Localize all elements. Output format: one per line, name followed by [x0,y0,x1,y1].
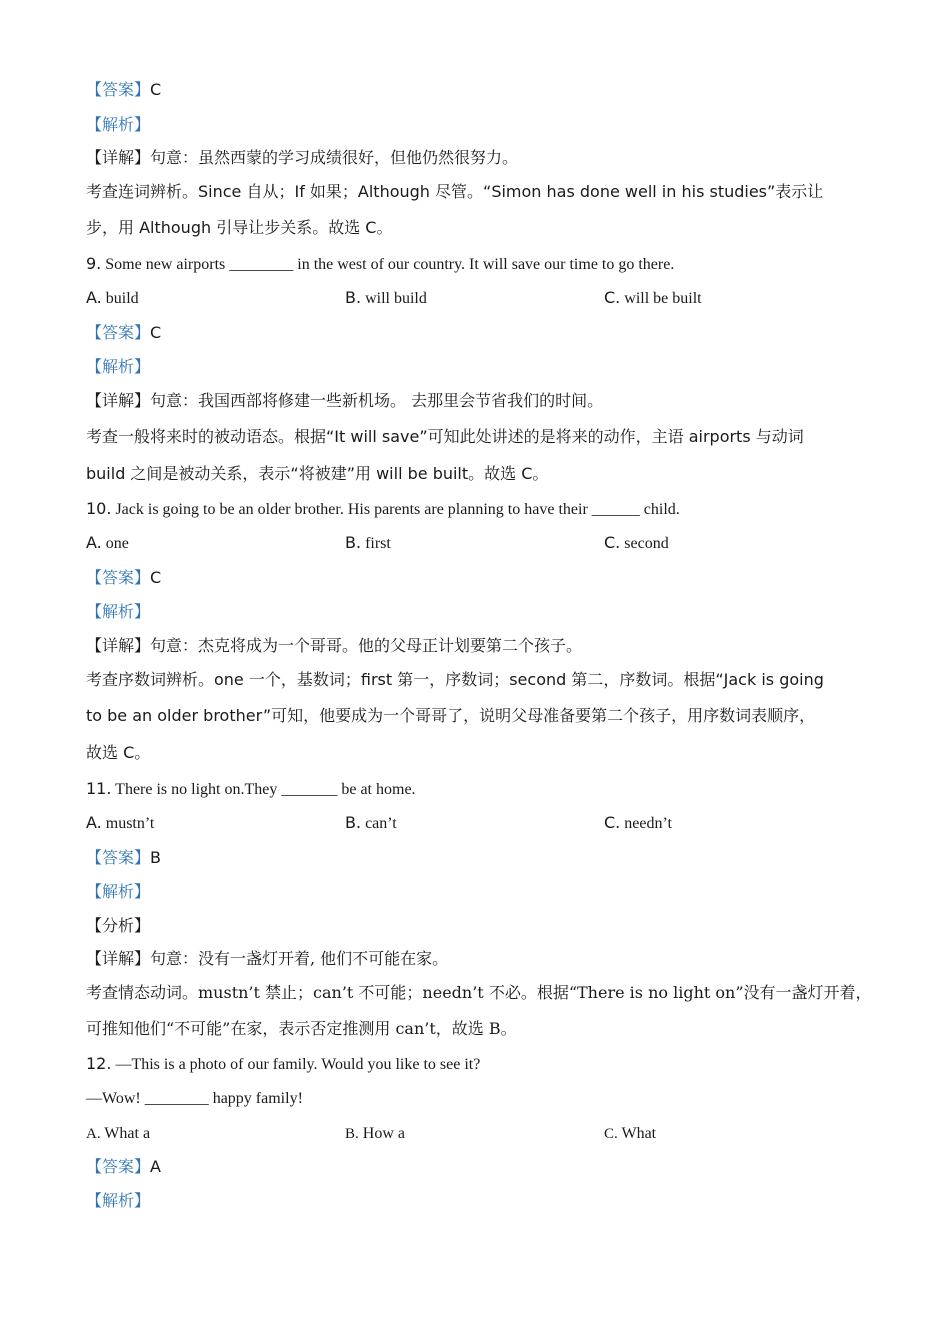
option-a: A. What a [86,1125,151,1142]
explanation-line: 考查序数词辨析。one 一个，基数词；first 第一，序数词；second 第二，序数词。根据“Jack is going [86,670,824,689]
option-c: C. second [604,533,669,552]
option-b: B. first [345,533,391,552]
option-b: B. How a [345,1125,405,1142]
explanation-line: 考查连词辨析。Since 自从；If 如果；Although 尽管。“Simon has done well in his studies”表示让 [86,182,824,201]
option-a: A. mustn’t [86,813,155,832]
question-number: 11. [86,779,112,798]
question-text: There is no light on.They _______ be at home. [111,781,416,798]
answer-value: C [150,568,162,587]
explanation-line: 故选 C。 [86,743,151,762]
question-text-line-2: —Wow! ________ happy family! [86,1090,303,1107]
question-number: 10. [86,499,112,518]
question-number: 12. [86,1054,112,1073]
answer-tag: 【答案】 [86,568,151,587]
fenxi-tag: 【分析】 [86,916,151,935]
option-c: C. What [604,1125,657,1142]
answer-line [86,1157,866,1177]
question-text: Some new airports ________ in the west of our country. It will save our time to go there. [101,256,675,273]
question-stem [86,779,866,800]
detail-line: 【详解】句意：我国西部将修建一些新机场。 去那里会节省我们的时间。 [86,391,604,410]
detail-line: 【详解】句意：没有一盏灯开着, 他们不可能在家。 [86,949,449,968]
answer-tag: 【答案】 [86,323,151,342]
analysis-tag: 【解析】 [86,115,151,134]
explanation-line: 步，用 Although 引导让步关系。故选 C。 [86,218,393,237]
answer-tag: 【答案】 [86,1157,151,1176]
detail-line: 【详解】句意：杰克将成为一个哥哥。他的父母正计划要第二个孩子。 [86,636,583,655]
question-stem [86,254,866,275]
question-stem [86,1054,866,1075]
answer-value: A [150,1157,161,1176]
analysis-tag: 【解析】 [86,602,151,621]
answer-line [86,568,866,588]
question-text: —This is a photo of our family. Would you like to see it? [111,1056,481,1073]
analysis-tag: 【解析】 [86,1191,151,1210]
explanation-line: 可推知他们“不可能”在家，表示否定推测用 can’t，故选 B。 [86,1019,517,1038]
detail-line: 【详解】句意：虽然西蒙的学习成绩很好，但他仍然很努力。 [86,148,519,167]
answer-line [86,80,866,100]
answer-value: C [150,80,162,99]
analysis-tag: 【解析】 [86,882,151,901]
question-stem [86,499,866,520]
answer-value: C [150,323,162,342]
explanation-line: 考查一般将来时的被动语态。根据“It will save”可知此处讲述的是将来的动作，主语 airports 与动词 [86,427,804,446]
option-a: A. build [86,288,139,307]
option-b: B. will build [345,288,427,307]
explanation-line: build 之间是被动关系，表示“将被建”用 will be built。故选 C。 [86,464,549,483]
explanation-line: 考查情态动词。mustn’t 禁止；can’t 不可能；needn’t 不必。根据“There is no light on”没有一盏灯开着， [86,983,872,1002]
question-text: Jack is going to be an older brother. His parents are planning to have their ______ child. [111,501,680,518]
answer-tag: 【答案】 [86,80,151,99]
answer-tag: 【答案】 [86,848,151,867]
option-b: B. can’t [345,813,397,832]
option-a: A. one [86,533,129,552]
option-c: C. will be built [604,288,702,307]
explanation-line: to be an older brother”可知，他要成为一个哥哥了，说明父母准备要第二个孩子，用序数词表顺序， [86,706,816,725]
answer-line [86,323,866,343]
option-c: C. needn’t [604,813,672,832]
answer-value: B [150,848,161,867]
question-number: 9. [86,254,102,273]
answer-line [86,848,866,868]
analysis-tag: 【解析】 [86,357,151,376]
